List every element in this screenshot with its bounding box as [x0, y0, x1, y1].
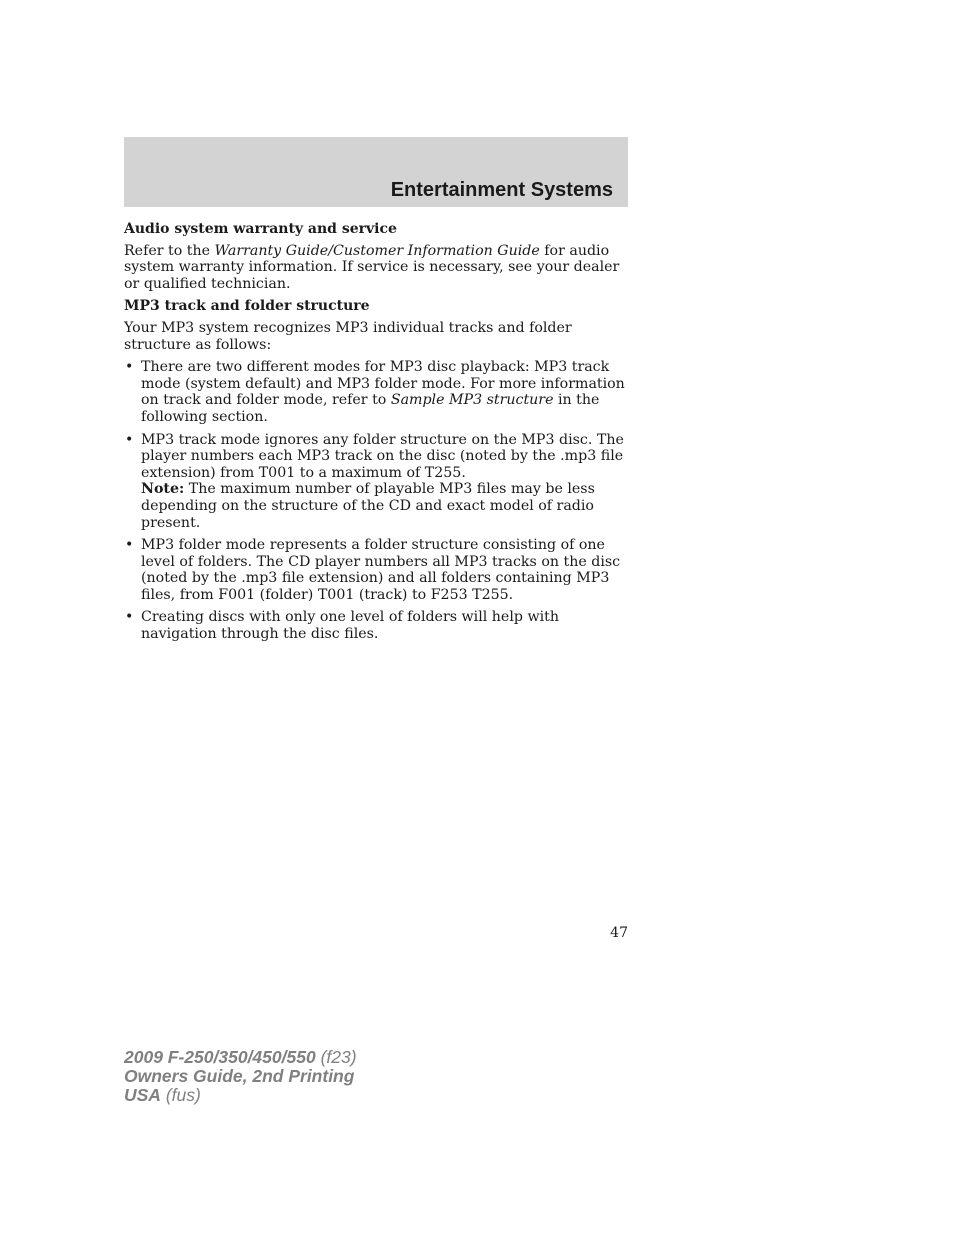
note-text: The maximum number of playable MP3 files may be less depending on the structure of the CD and exact model of radio present.: [141, 481, 595, 531]
section-title: Entertainment Systems: [390, 179, 613, 201]
bullet-icon: •: [125, 431, 134, 448]
bullet-text: MP3 folder mode represents a folder structure consisting of one level of folders. The CD player numbers all MP3 tracks on the disc (noted by the .mp3 file extension) and all folders containing MP3 files, from F001 (folder) T001 (track) to F253 T255.: [141, 537, 621, 603]
bullet-text: MP3 track mode ignores any folder structure on the MP3 disc. The player numbers each MP3 track on the disc (noted by the .mp3 file extension) from T001 to a maximum of T255.: [141, 431, 624, 481]
warranty-guide-title: Warranty Guide/Customer Information Guide: [214, 242, 540, 259]
page-number: 47: [610, 925, 628, 941]
bullet-text: There are two different modes for MP3 disc playback: MP3 track mode (system default) and MP3 folder mode. For more information on track and folder mode, refer to: [141, 359, 625, 409]
footer-model: 2009 F-250/350/450/550: [124, 1047, 316, 1067]
list-item: [124, 359, 630, 425]
footer-model-code: (f23): [315, 1047, 357, 1067]
footer-line-model: [124, 1048, 357, 1067]
footer-line-region: [124, 1086, 357, 1105]
bullet-icon: •: [125, 359, 134, 376]
list-item: [124, 609, 630, 642]
warranty-heading: Audio system warranty and service: [124, 221, 397, 237]
warranty-text-after: for audio system warranty information. If service is necessary, see your dealer or qualified technician.: [124, 242, 620, 292]
bullet-icon: •: [125, 537, 134, 554]
mp3-heading: MP3 track and folder structure: [124, 298, 370, 315]
page-content: [124, 221, 630, 649]
bullet-text: in the following section.: [141, 392, 600, 425]
note-label: Note:: [141, 481, 185, 498]
mp3-bullet-list: [124, 359, 630, 643]
list-item: [124, 537, 630, 603]
footer-line-printing: [124, 1067, 357, 1086]
section-header-band: [124, 137, 628, 207]
warranty-text-before: Refer to the: [124, 242, 215, 259]
warranty-paragraph: [124, 243, 630, 293]
mp3-intro: Your MP3 system recognizes MP3 individual tracks and folder structure as follows:: [124, 319, 572, 353]
bullet-text: Creating discs with only one level of folders will help with navigation through the disc files.: [141, 609, 559, 643]
sample-mp3-structure-reference: Sample MP3 structure: [390, 392, 554, 409]
footer-region: USA: [124, 1085, 161, 1105]
footer-printing: Owners Guide, 2nd Printing: [124, 1066, 355, 1086]
footer-region-code: (fus): [160, 1085, 201, 1105]
bullet-icon: •: [125, 609, 134, 626]
list-item: [124, 432, 630, 532]
document-footer: [124, 1048, 357, 1105]
